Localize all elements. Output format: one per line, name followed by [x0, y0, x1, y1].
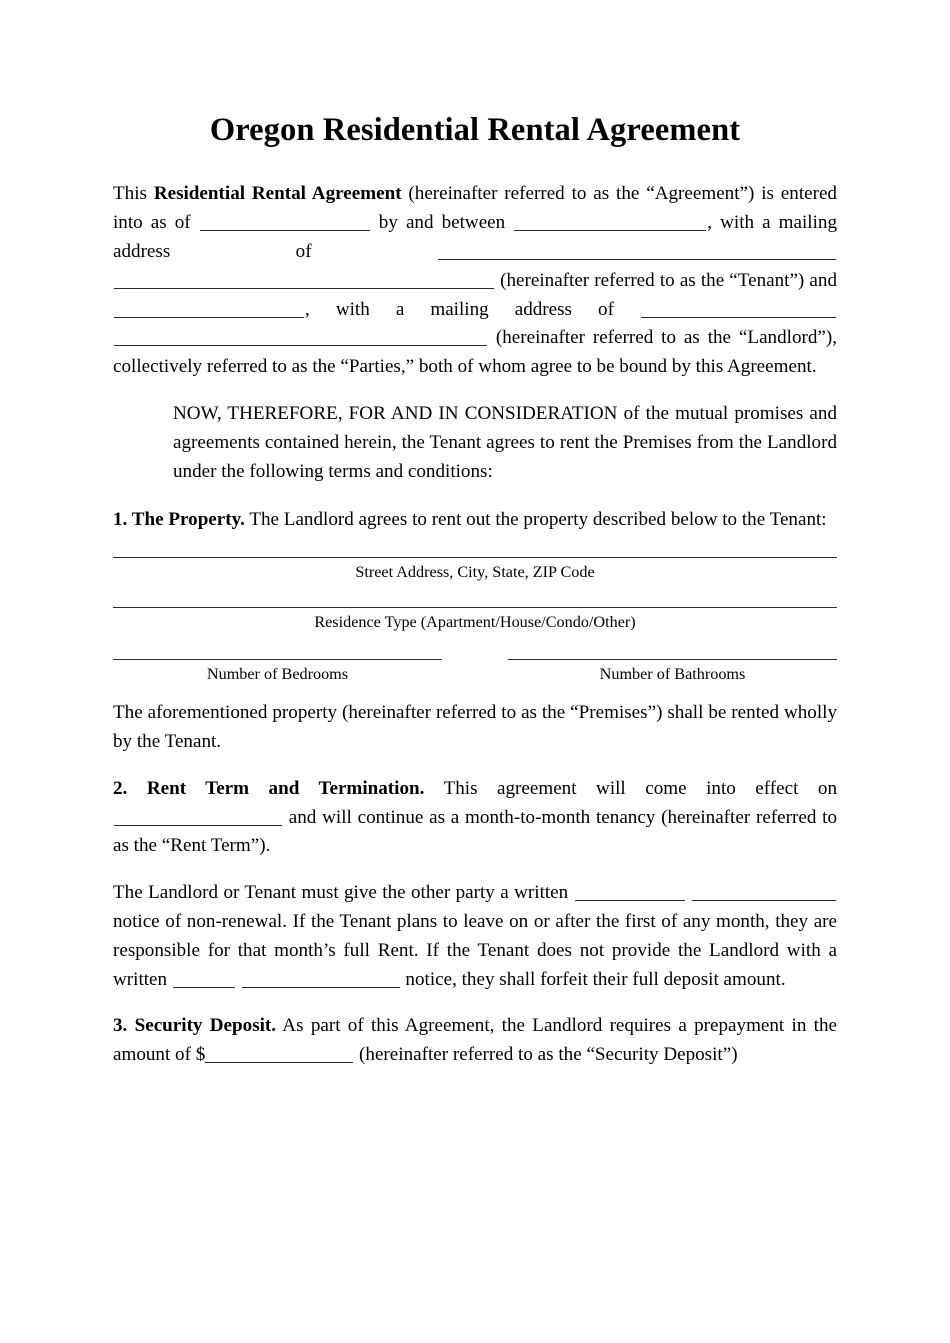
section-1-body: The Landlord agrees to rent out the property described below to the Tenant:: [244, 509, 827, 531]
section-3-text-2: (hereinafter referred to as the “Security Deposit”): [354, 1044, 738, 1066]
intro-text-3: by and between: [370, 212, 514, 234]
notice-text-3: notice of non-renewal. If the Tenant plans to leave on or after the first of any month, they are responsible for that month’s full Rent. If the Tenant does not provide the Landlord with a written: [113, 910, 837, 990]
landlord-address-blank-line2[interactable]: [114, 330, 487, 346]
rent-term-start-blank[interactable]: [114, 810, 282, 826]
document-content: [113, 112, 837, 1088]
section-1-paragraph: [113, 506, 837, 535]
notice-period-unit-blank[interactable]: [692, 885, 836, 901]
tenant-address-blank-line1[interactable]: [438, 244, 836, 260]
street-address-field[interactable]: [113, 557, 837, 583]
intro-text-7: (hereinafter referred to as the “Landlord”), collectively referred to as the “Parties,” both of whom agree to be bound by this Agreement.: [113, 327, 837, 378]
section-2-heading: 2. Rent Term and Termination.: [113, 777, 425, 799]
section-3-heading: 3. Security Deposit.: [113, 1015, 277, 1037]
intro-text-2: (hereinafter referred to as the “Agreement”) is entered into as of: [113, 183, 837, 234]
section-3-paragraph: [113, 1012, 837, 1070]
bathrooms-field[interactable]: [508, 659, 837, 685]
notice-unit-blank-2[interactable]: [242, 972, 400, 988]
bedrooms-bathrooms-row: [113, 659, 837, 685]
notice-text-1: The Landlord or Tenant must give the other party a written: [113, 882, 574, 904]
notice-number-blank-2[interactable]: [173, 972, 235, 988]
bathrooms-caption: Number of Bathrooms: [599, 665, 746, 684]
effective-date-blank[interactable]: [200, 215, 370, 231]
street-address-caption: Street Address, City, State, ZIP Code: [355, 563, 595, 582]
notice-period-number-blank[interactable]: [575, 885, 685, 901]
notice-paragraph: [113, 879, 837, 994]
section-2-text-1: This agreement will come into effect on: [424, 777, 837, 799]
section-2-paragraph: [113, 775, 837, 861]
section-3-text-1: As part of this Agreement, the Landlord requires a prepayment in the amount of $: [113, 1015, 837, 1066]
notice-text-2: [686, 882, 691, 903]
tenant-address-blank-line2[interactable]: [114, 273, 494, 289]
section-2-text-2: and will continue as a month-to-month tenancy (hereinafter referred to as the “Rent Term”).: [113, 806, 837, 857]
intro-paragraph: [113, 180, 837, 382]
bedrooms-field[interactable]: [113, 659, 442, 685]
bedrooms-rule[interactable]: [113, 659, 442, 660]
premises-closing-paragraph: The aforementioned property (hereinafter referred to as the “Premises”) shall be rented wholly by the Tenant.: [113, 702, 837, 752]
residence-type-field[interactable]: [113, 607, 837, 633]
page-title: Oregon Residential Rental Agreement: [209, 112, 741, 148]
consideration-paragraph: NOW, THEREFORE, FOR AND IN CONSIDERATION of the mutual promises and agreements contained herein, the Tenant agrees to rent the Premises from the Landlord under the following terms and conditions:: [173, 402, 837, 482]
intro-text-5: (hereinafter referred to as the “Tenant”) and: [495, 269, 837, 291]
notice-text-4: [236, 969, 241, 990]
bathrooms-rule[interactable]: [508, 659, 837, 660]
security-deposit-amount-blank[interactable]: [205, 1047, 353, 1063]
section-1-heading: 1. The Property.: [113, 509, 245, 531]
tenant-name-blank[interactable]: [514, 215, 706, 231]
intro-text-4: , with a mailing address of: [113, 212, 837, 262]
landlord-name-blank[interactable]: [114, 302, 304, 318]
landlord-address-blank-line1[interactable]: [641, 302, 836, 318]
street-address-rule[interactable]: [113, 557, 837, 558]
intro-text-6: , with a mailing address of: [305, 298, 640, 320]
bedrooms-caption: Number of Bedrooms: [206, 665, 349, 684]
intro-text-1: This: [113, 183, 154, 205]
notice-text-5: notice, they shall forfeit their full deposit amount.: [400, 968, 786, 990]
residence-type-rule[interactable]: [113, 607, 837, 608]
residence-type-caption: Residence Type (Apartment/House/Condo/Other): [314, 613, 636, 632]
agreement-term-bold: Residential Rental Agreement: [153, 183, 402, 205]
